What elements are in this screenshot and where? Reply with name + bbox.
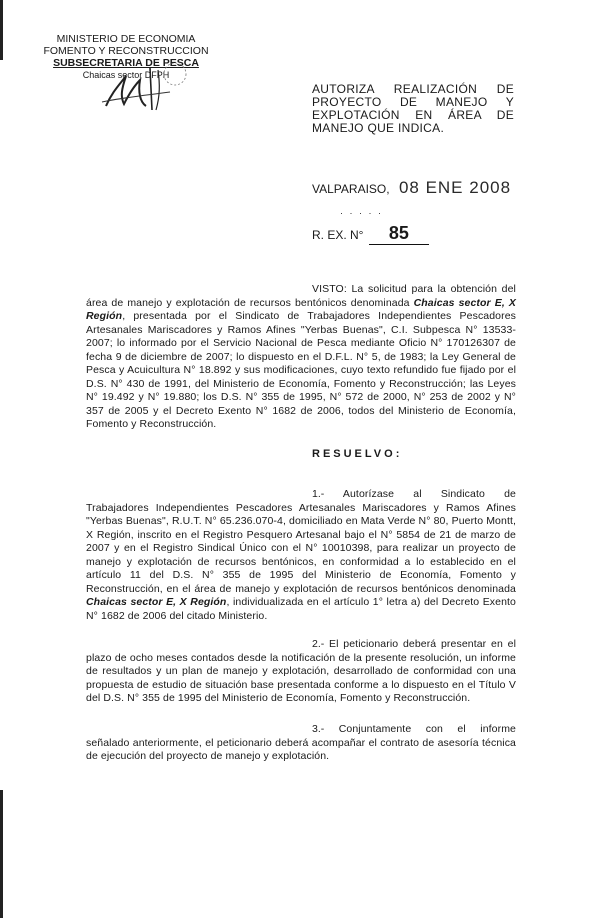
visto-area-name: Chaicas sector E, X Región <box>86 296 516 322</box>
item-3-paragraph <box>86 723 516 764</box>
item-1-label: 1.- <box>312 488 325 500</box>
item-1-text-2: , individualizada en el artículo 1° letra a) del Decreto Exento N° 1682 de 2006 del citado Ministerio. <box>86 596 516 622</box>
resuelvo-heading: RESUELVO: <box>312 448 403 460</box>
item-2-text: El peticionario deberá presentar en el plazo de ocho meses contados desde la notificación de la presente resolución, un informe de resultados y un plan de manejo y explotación, desarrollado de conformidad con una propuesta de estudio de situación base presentada conforme a lo dispuesto en el Título V del D.S. N° 355 de 1995 del Ministerio de Economía, Fomento y Reconstrucción. <box>86 638 516 704</box>
visto-text-2: , presentada por el Sindicato de Trabajadores Independientes Pescadores Artesanales Mariscadores y Ramos Afines "Yerbas Buenas", C.I. Subpesca N° 13533-2007; lo informado por el Servicio Nacional de Pesca mediante Oficio N° 170126307 de fecha 9 de diciembre de 2007; lo dispuesto en el D.F.L. N° 5, de 1983; la Ley General de Pesca y Acuicultura N° 18.892 y sus modificaciones, cuyo texto refundido fue fijado por el D.S. N° 430 de 1991, del Ministerio de Economía, Fomento y Reconstrucción; las Leyes N° 19.492 y N° 19.880; los D.S. N° 355 de 1995, N° 572 de 2000, N° 253 de 2002 y N° 357 de 2005 y el Decreto Exento N° 1682 de 2006, todos del Ministerio de Economía, Fomento y Reconstrucción. <box>86 310 516 430</box>
signature-mark <box>100 62 195 117</box>
item-1-paragraph <box>86 488 516 623</box>
ministry-name-cont: FOMENTO Y RECONSTRUCCION <box>43 45 209 57</box>
date-stamp: 08 ENE 2008 <box>398 178 512 197</box>
resolution-subject: AUTORIZA REALIZACIÓN DE PROYECTO DE MANEJO Y EXPLOTACIÓN EN ÁREA DE MANEJO QUE INDICA. <box>312 82 514 135</box>
date-line <box>312 178 511 198</box>
scan-edge-mark-top <box>0 0 3 60</box>
scan-edge-mark-bottom <box>0 790 3 918</box>
ministry-name: MINISTERIO DE ECONOMIA <box>56 33 196 45</box>
city-label: VALPARAISO, <box>312 182 390 196</box>
reference-label: R. EX. N° <box>312 228 364 242</box>
reference-number: 85 <box>369 223 429 245</box>
subsecretaria-name: SUBSECRETARIA DE PESCA <box>53 57 199 69</box>
item-1-area-name: Chaicas sector E, X Región <box>86 596 227 608</box>
item-2-label: 2.- <box>312 638 325 650</box>
place-mark: Chaicas sector DFPH <box>82 70 170 80</box>
item-3-label: 3.- <box>312 723 325 735</box>
visto-paragraph <box>86 283 516 432</box>
item-2-paragraph <box>86 638 516 706</box>
item-1-text-1: Autorízase al Sindicato de Trabajadores Independientes Pescadores Artesanales Mariscadores y Ramos Afines "Yerbas Buenas", R.U.T. N° 65.236.070-4, domiciliado en Mata Verde N° 80, Puerto Montt, X Región, inscrito en el Registro Pesquero Artesanal bajo el N° 5854 de 21 de marzo de 2007 y en el Registro Sindical Único con el N° 10010398, para realizar un proyecto de manejo y explotación de recursos bentónicos, en conformidad a lo establecido en el artículo 11 del D.S. N° 355 de 1995 del Ministerio de Economía, Fomento y Reconstrucción, en el área de manejo y explotación de recursos bentónicos denominada <box>86 488 516 595</box>
visto-lead: VISTO: <box>312 283 347 295</box>
reference-line <box>312 223 429 245</box>
item-3-text: Conjuntamente con el informe señalado anteriormente, el peticionario deberá acompañar el contrato de asesoría técnica de ejecución del proyecto de manejo y explotación. <box>86 723 516 762</box>
visto-text-1: La solicitud para la obtención del área de manejo y explotación de recursos bentónicos denominada <box>86 283 516 309</box>
dotted-mark: · · · · · <box>340 208 383 218</box>
